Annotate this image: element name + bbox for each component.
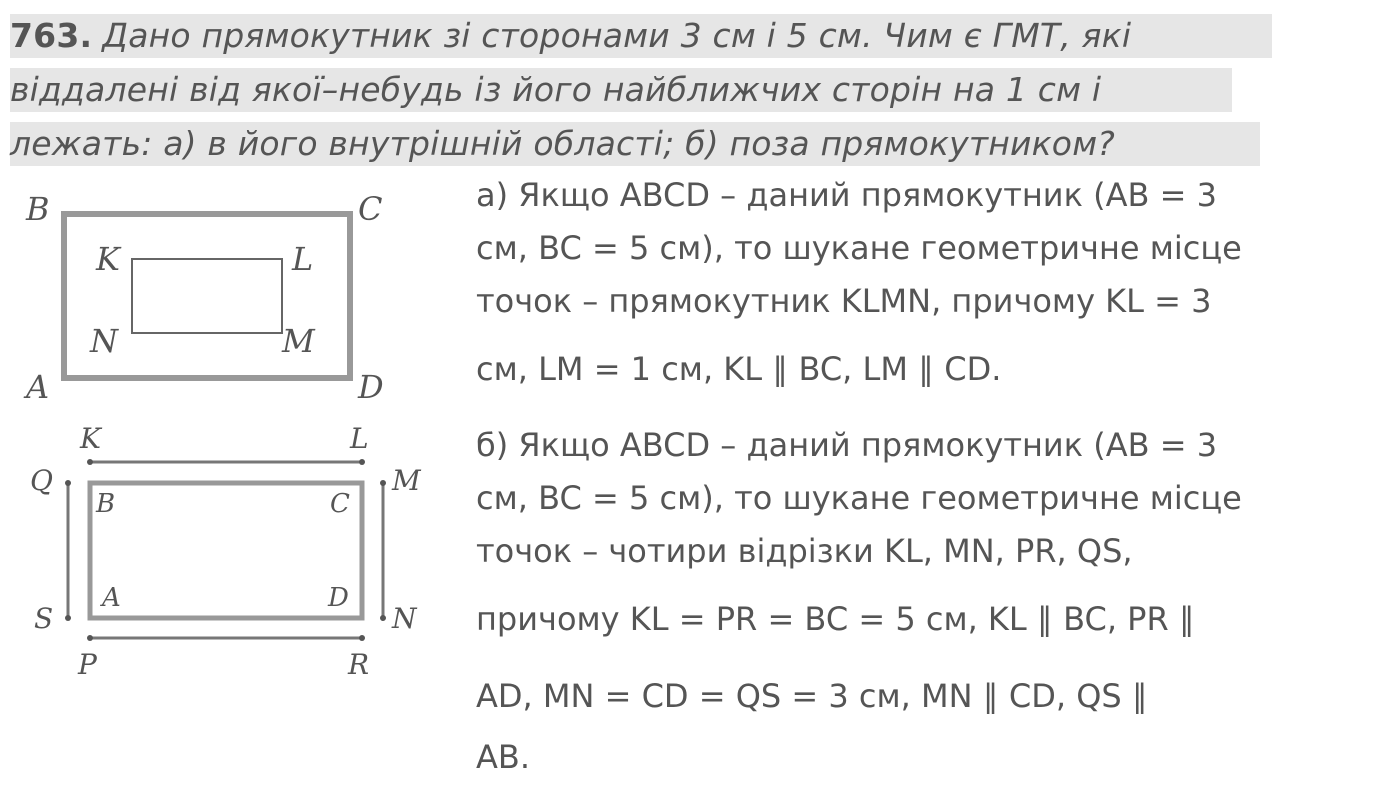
point-l — [359, 459, 365, 465]
label-n2: N — [392, 602, 417, 635]
point-n — [380, 615, 386, 621]
answer-a-line-4: см, LM = 1 см, KL ∥ BC, LM ∥ CD. — [476, 350, 1002, 388]
point-k — [87, 459, 93, 465]
label-a2: A — [102, 583, 121, 613]
label-a: A — [26, 368, 50, 406]
label-l: L — [292, 240, 314, 278]
point-p — [87, 635, 93, 641]
problem-line-3: лежать: а) в його внутрішній області; б) поза прямокутником? — [10, 122, 1260, 166]
answer-b-line-2: см, BC = 5 см), то шукане геометричне місце — [476, 479, 1242, 517]
label-m: M — [282, 322, 315, 360]
point-r — [359, 635, 365, 641]
label-d: D — [358, 368, 384, 406]
rect-abcd-2 — [90, 483, 362, 618]
label-c2: C — [330, 489, 350, 519]
point-m — [380, 480, 386, 486]
problem-text-1: Дано прямокутник зі сторонами 3 см і 5 см. Чим є ГМТ, які — [102, 16, 1132, 55]
figure-2-outer-segments — [0, 0, 460, 720]
label-p2: P — [78, 648, 97, 681]
label-q2: Q — [30, 464, 53, 497]
answer-b-line-5: AD, MN = CD = QS = 3 см, MN ∥ CD, QS ∥ — [476, 677, 1148, 715]
answer-a-line-2: см, BC = 5 см), то шукане геометричне місце — [476, 229, 1242, 267]
answer-b-line-3: точок – чотири відрізки KL, MN, PR, QS, — [476, 532, 1133, 570]
problem-number: 763. — [10, 16, 93, 55]
label-s2: S — [34, 602, 54, 635]
point-q — [65, 480, 71, 486]
label-b: B — [26, 190, 50, 228]
label-n: N — [90, 322, 118, 360]
answer-b-line-1: б) Якщо ABCD – даний прямокутник (AB = 3 — [476, 426, 1218, 464]
label-d2: D — [328, 583, 349, 613]
label-l2: L — [350, 422, 369, 455]
problem-line-2: віддалені від якої–небудь із його найближчих сторін на 1 см і — [10, 68, 1232, 112]
label-k: K — [96, 240, 120, 278]
point-s — [65, 615, 71, 621]
label-c: C — [358, 190, 383, 228]
answer-b-line-4: причому KL = PR = BC = 5 см, KL ∥ BC, PR ∥ — [476, 600, 1195, 638]
answer-a-line-3: точок – прямокутник KLMN, причому KL = 3 — [476, 282, 1212, 320]
label-b2: B — [96, 489, 116, 519]
label-m2: M — [392, 464, 421, 497]
label-r2: R — [348, 648, 370, 681]
label-k2: K — [80, 422, 101, 455]
answer-a-line-1: а) Якщо ABCD – даний прямокутник (AB = 3 — [476, 176, 1217, 214]
answer-b-line-6: AB. — [476, 738, 531, 776]
